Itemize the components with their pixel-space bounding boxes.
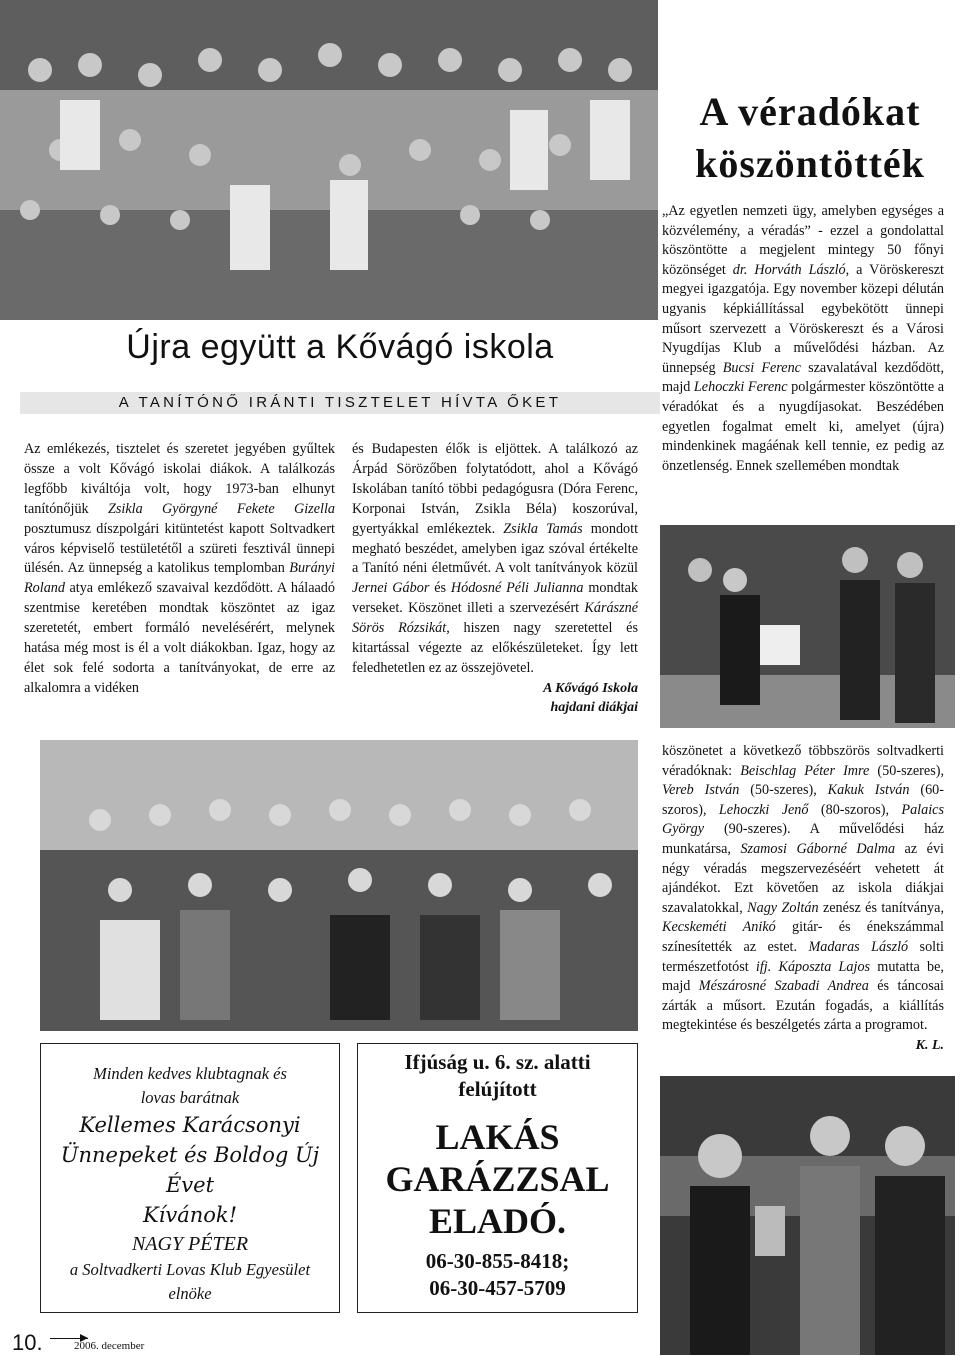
article2-part1-segment: polgármester köszöntötte a véradókat és a nyugdíjasokat. Beszédében egyetlen fogalmat emelt ki, amelyet (újra) mindenkinek magáénak kell tennie, ez pedig az önzetlenség. Ennek szellemében mondtak [662, 379, 944, 474]
article1-col2-segment: Hódosné Péli Julianna [450, 580, 584, 597]
article1-col1-segment: Burányi Roland [24, 560, 335, 597]
article2-part1-segment: dr. Horváth László [732, 261, 846, 278]
article2-part1-segment: Bucsi Ferenc [722, 359, 801, 376]
article1-col2-segment: mondott megható beszédet, amelyben igaz szóval értékelte a Tanító néni életművét. A volt tanítványok közül [352, 520, 639, 577]
article2-part2-segment: (50-szeres), [869, 762, 944, 779]
article2-part2-segment: Nagy Zoltán [747, 899, 819, 916]
article-title: Újra együtt a Kővágó iskola [126, 328, 554, 366]
article-subtitle: A TANÍTÓNŐ IRÁNTI TISZTELET HÍVTA ŐKET [20, 392, 660, 414]
article2-part2-segment: gitár- és énekszámmal színesítették az estet. [662, 919, 945, 955]
article2-part2-segment: Kakuk István [827, 782, 910, 799]
article1-col2-segment: Zsikla Tamás [503, 520, 583, 537]
article2-part1-segment: „Az egyetlen nemzeti ügy, amelyben egységes a közvélemény, a véradás” - ezzel a gondolattal köszöntötte a megjelent mintegy 50 főnyi közönséget [662, 203, 944, 278]
article2-part1 [662, 202, 944, 476]
article2-part2-segment: Vereb István [662, 782, 740, 799]
article2-part2-segment: és táncosai zárták a műsort. Ezután fogadás, a kiállítás megtekintése és beszélgetés zárta a programot. [662, 978, 944, 1034]
page-number: 10. [12, 1330, 43, 1355]
article2-part2 [662, 742, 944, 1055]
article2-part2-segment: (60-szoros), [662, 782, 945, 818]
article2-part2-segment: Palaics György [662, 801, 944, 838]
article1-col1-segment: Zsikla Györgyné Fekete Gizella [108, 500, 335, 517]
article1-col2-segment: Kárászné Sörös Rózsikát [352, 600, 638, 637]
article2-part2-segment: Lehoczki Jenő [718, 801, 809, 818]
award-handover-photo [660, 1076, 955, 1355]
article1-col2-segment: Jernei Gábor [352, 580, 430, 597]
article2-part2-segment: (80-szoros), [808, 801, 902, 818]
article1-column-2 [352, 440, 638, 717]
article1-column-1 [24, 440, 335, 699]
article2-part1-segment: , a Vöröskereszt megyei igazgatója. Egy november közepi délután ugyanis képkiállítással egybekötött ünnepi műsort szervezett a Vöröskereszt és a Városi Nyugdíjas Klub a művelődési házban. Az ünnepség [662, 261, 944, 376]
article2-part2-segment: (50-szeres), [739, 782, 828, 799]
article2-part2-segment: Mészárosné Szabadi Andrea [698, 978, 869, 995]
article2-part2-segment: köszönetet a következő többszörös soltvadkerti véradóknak: [662, 743, 944, 779]
article1-col2-segment: és [429, 580, 451, 597]
article2-part2-segment: Kecskeméti Anikó [662, 919, 776, 936]
article1-col2-segment: és Budapesten élők is eljöttek. A találkozó az Árpád Sörözőben folytatódott, ahol a Kővágó Iskolában tanító többi pedagógusra (Dóra Ferenc, Korponai István, Zsikla Béla) koszorúval, gyertyákkal emlékeztek. [352, 441, 638, 537]
article2-part2-segment: Szamosi Gáborné Dalma [740, 840, 896, 857]
article2-signature: K. L. [915, 1037, 944, 1053]
article2-part2-segment: solti természetfotóst [662, 938, 944, 975]
article2-title: A véradókat köszöntötték [695, 89, 925, 186]
article2-part1-segment: Lehoczki Ferenc [693, 379, 788, 396]
article1-col2-segment: , hiszen nagy szeretettel és kitartással végezte az előkészületeket. Így lett feledhetetlen ez az összejövetel. [352, 620, 638, 676]
article2-part2-segment: Beischlag Péter Imre [740, 762, 870, 779]
apartment-for-sale-ad: Ifjúság u. 6. sz. alatti felújított LAKÁS GARÁZZSAL ELADÓ. 06-30-855-8418; 06-30-457-5709 [357, 1043, 638, 1313]
article2-part1-segment: szavalatával kezdődött, majd [662, 359, 945, 396]
issue-date: 2006. december [74, 1340, 145, 1352]
article1-col2-segment: mondtak verseket. Köszönet illeti a szervezésért [352, 580, 638, 617]
article1-signature: A Kővágó Iskola hajdani diákjai [543, 680, 638, 715]
article2-part2-segment: (90-szeres). A művelődési ház munkatársa, [662, 821, 944, 857]
article1-col1-segment: atya emlékező szavaival kezdődött. A hálaadó szentmise keretében mondtak köszöntet az igaz szeretetét, embert formáló nevelésérért, melynek hatása még most is él a volt diákokban. Igaz, hogy az élet sok felé sodorta a tanítványokat, de erre az alkalomra a vidéken [24, 580, 335, 696]
article2-part2-segment: mutatta be, majd [662, 958, 944, 995]
article2-part2-segment: ifj. Káposzta Lajos [755, 958, 871, 975]
christmas-greeting-box: Minden kedves klubtagnak és lovas barátnak Kellemes Karácsonyi Ünnepeket és Boldog Új Évet Kívánok! NAGY PÉTER a Soltvadkerti Lovas Klub Egyesület elnöke [40, 1043, 340, 1313]
class-reunion-historic-photo [0, 0, 658, 320]
article2-part2-segment: Madaras László [808, 938, 909, 955]
blood-donor-award-photo [660, 525, 955, 728]
article1-col1-segment: posztumusz díszpolgári kitüntetést kapott Soltvadkert város képviselő testületétől a szüreti fesztivál ünnepi ülésén. Az ünnepség a katolikus templomban [24, 520, 335, 577]
church-group-photo [40, 740, 638, 1031]
article1-col1-segment: Az emlékezés, tisztelet és szeretet jegyében gyűltek össze a volt Kővágó iskolai diákok. A találkozás legfőbb kiváltója volt, hogy 1973-ban elhunyt tanítónőjük [24, 441, 335, 517]
article2-part2-segment: az évi négy véradás megszervezéséért vehetett át ajándékot. Ezt követően az iskola diákjai szavalatokkal, [662, 840, 944, 916]
article2-part2-segment: zenész és tanítványa, [818, 899, 944, 916]
